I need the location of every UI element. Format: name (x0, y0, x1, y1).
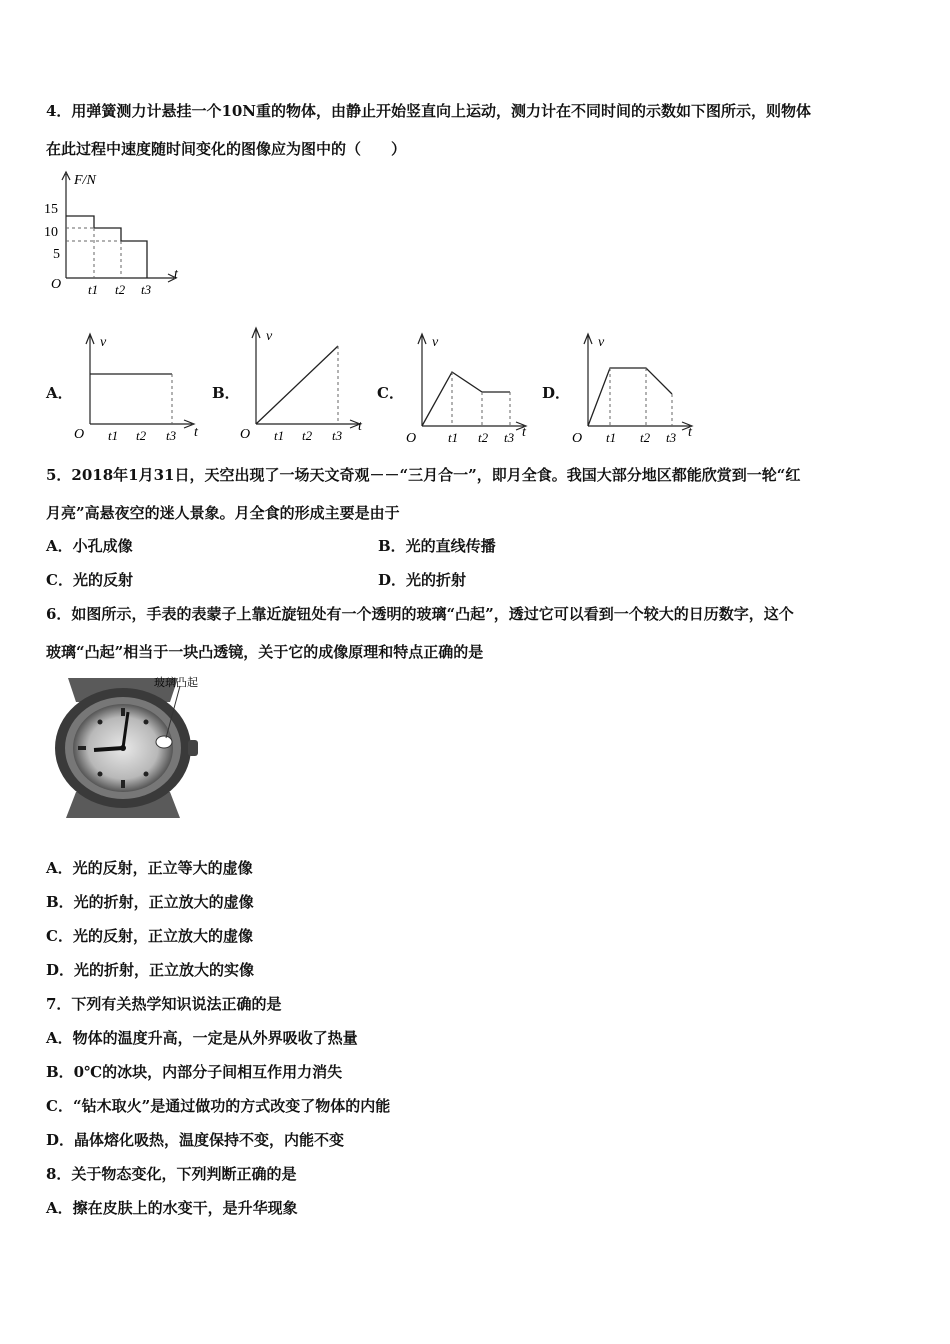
velocity-line-d (588, 368, 672, 426)
force-time-axis-label: t (174, 267, 178, 282)
force-tick-t3: t3 (141, 282, 152, 297)
q6-stem-line1: 6．如图所示，手表的表蒙子上靠近旋钮处有一个透明的玻璃“凸起”，透过它可以看到一个较大的日历数字，这个 (46, 605, 794, 623)
v-axis-label: v (598, 335, 605, 350)
q4-option-b-label: B． (212, 384, 240, 402)
q4-option-a-label: A． (46, 384, 73, 402)
tick-t2: t2 (136, 428, 147, 443)
tick-t2: t2 (478, 430, 489, 445)
tick-t1: t1 (108, 428, 119, 443)
v-axis-label: v (432, 335, 439, 350)
graph-option-a (70, 328, 205, 448)
glass-bump-label: 玻璃凸起 (154, 677, 198, 689)
force-time-graph (40, 166, 200, 302)
tick-t3: t3 (166, 428, 177, 443)
velocity-line-c (422, 372, 510, 426)
tick-t1: t1 (448, 430, 459, 445)
force-axis-label: F/N (74, 173, 96, 188)
q4-stem-line1: 4．用弹簧测力计悬挂一个10N重的物体，由静止开始竖直向上运动，测力计在不同时间的示数如下图所示，则物体 (46, 102, 812, 120)
q6-option-a: A．光的反射，正立等大的虚像 (46, 859, 253, 877)
force-tick-15: 15 (44, 202, 58, 217)
q5-option-a: A．小孔成像 (46, 537, 133, 555)
q6-option-c: C．光的反射，正立放大的虚像 (46, 927, 253, 945)
q8-stem: 8．关于物态变化，下列判断正确的是 (46, 1165, 297, 1183)
q7-option-c: C．“钻木取火”是通过做功的方式改变了物体的内能 (46, 1097, 391, 1115)
v-axis-label: v (266, 329, 273, 344)
q7-stem: 7．下列有关热学知识说法正确的是 (46, 995, 282, 1013)
q5-stem-line1: 5．2018年1月31日，天空出现了一场天文奇观－－“三月合一”，即月全食。我国大部分地区都能欣赏到一轮“红 (46, 466, 801, 484)
graph-option-d (568, 328, 703, 448)
q6-stem-line2: 玻璃“凸起”相当于一块凸透镜，关于它的成像原理和特点正确的是 (46, 643, 484, 661)
q6-option-d: D．光的折射，正立放大的实像 (46, 961, 255, 979)
force-origin: O (51, 277, 62, 292)
tick-t3: t3 (504, 430, 515, 445)
force-tick-t2: t2 (115, 282, 126, 297)
tick-t2: t2 (302, 428, 313, 443)
tick-t2: t2 (640, 430, 651, 445)
t-axis-label: t (358, 419, 362, 434)
origin-label: O (572, 431, 583, 446)
q4-option-c-label: C． (377, 384, 404, 402)
velocity-line-b (256, 346, 338, 424)
force-tick-5: 5 (53, 247, 60, 262)
q8-option-a: A．擦在皮肤上的水变干，是升华现象 (46, 1199, 298, 1217)
q5-option-b: B．光的直线传播 (378, 537, 496, 555)
origin-label: O (240, 427, 251, 442)
force-tick-10: 10 (44, 225, 58, 240)
force-tick-t1: t1 (88, 282, 99, 297)
q5-stem-line2: 月亮”高悬夜空的迷人景象。月全食的形成主要是由于 (46, 504, 400, 522)
t-axis-label: t (522, 425, 526, 440)
tick-t3: t3 (332, 428, 343, 443)
q5-option-c: C．光的反射 (46, 571, 133, 589)
q5-option-d: D．光的折射 (378, 571, 467, 589)
q7-option-d: D．晶体熔化吸热，温度保持不变，内能不变 (46, 1131, 345, 1149)
graph-option-b (236, 322, 371, 448)
t-axis-label: t (688, 425, 692, 440)
tick-t1: t1 (606, 430, 617, 445)
graph-option-c (402, 328, 537, 448)
watch-image (48, 672, 218, 822)
q6-option-b: B．光的折射，正立放大的虚像 (46, 893, 254, 911)
origin-label: O (406, 431, 417, 446)
q4-option-d-label: D． (542, 384, 571, 402)
t-axis-label: t (194, 425, 198, 440)
origin-label: O (74, 427, 85, 442)
q7-option-a: A．物体的温度升高，一定是从外界吸收了热量 (46, 1029, 358, 1047)
q4-stem-line2: 在此过程中速度随时间变化的图像应为图中的（ ） (46, 140, 407, 158)
tick-t3: t3 (666, 430, 677, 445)
v-axis-label: v (100, 335, 107, 350)
tick-t1: t1 (274, 428, 285, 443)
q7-option-b: B．0℃的冰块，内部分子间相互作用力消失 (46, 1063, 343, 1081)
